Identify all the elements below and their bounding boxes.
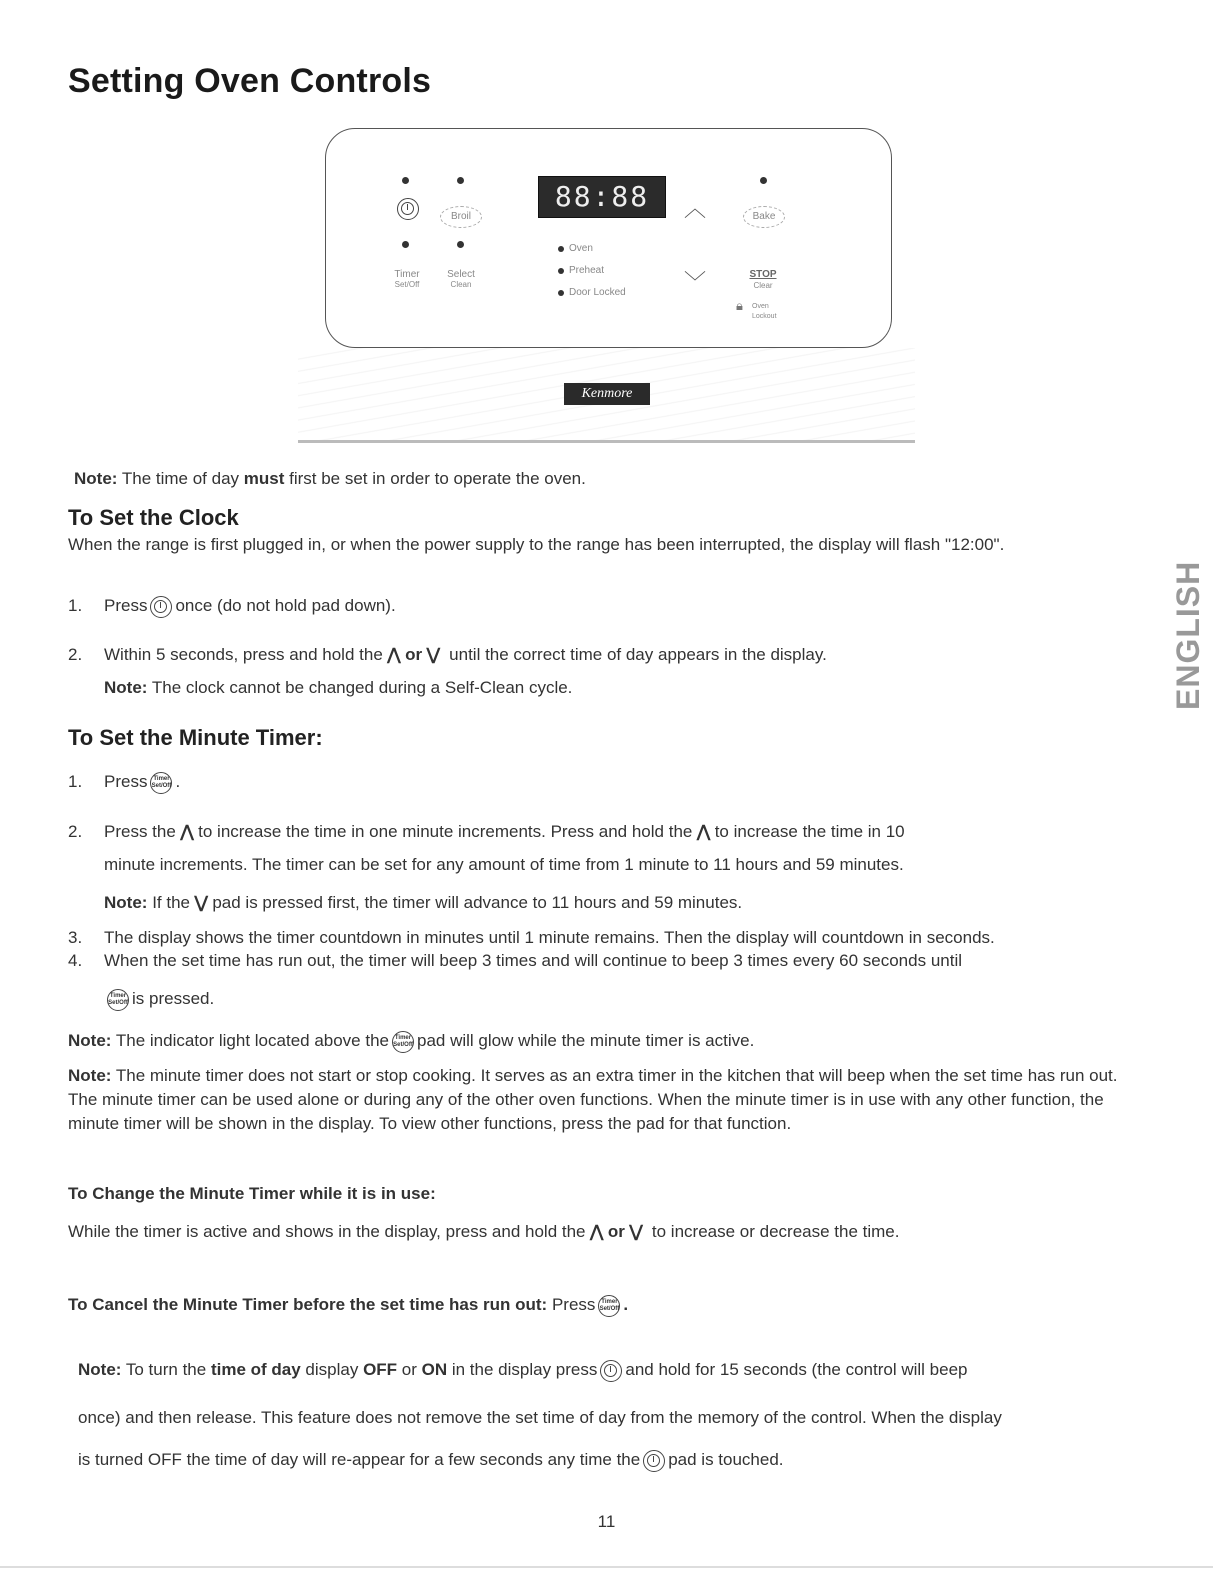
page-title: Setting Oven Controls xyxy=(68,62,432,100)
language-side-tab: ENGLISH xyxy=(1170,560,1206,710)
clock-pad-icon xyxy=(643,1450,665,1472)
oven-lockout-label: Oven Lockout xyxy=(752,303,777,320)
clock-pad-icon xyxy=(150,596,172,618)
status-dot xyxy=(558,246,564,252)
timer-pad-icon: Timer Set/Off xyxy=(150,772,172,794)
down-arrow-icon: ⋁ xyxy=(628,1222,644,1241)
status-dot xyxy=(558,290,564,296)
timer-pad-label: Timer xyxy=(394,269,420,280)
down-arrow-icon: ⋁ xyxy=(194,893,209,912)
clock-step-2: Within 5 seconds, press and hold the ⋀ or ⋁ until the correct time of day appears in the display. xyxy=(104,643,827,667)
brand-logo: Kenmore xyxy=(564,383,650,405)
final-note-line-1: Note: To turn the time of day display OFF or ON in the display press and hold for 15 seconds (the control will beep xyxy=(78,1358,967,1382)
minute-timer-heading: To Set the Minute Timer: xyxy=(68,725,323,750)
door-locked-status-label: Door Locked xyxy=(569,287,626,298)
timer-pad-icon: Timer Set/Off xyxy=(392,1031,414,1053)
oven-status-label: Oven xyxy=(569,243,593,254)
clock-pad-icon xyxy=(397,198,419,220)
up-arrow-icon: ⋀ xyxy=(589,1222,604,1241)
down-arrow-icon: ﹀ xyxy=(684,270,707,295)
clear-pad-sublabel: Clear xyxy=(753,281,773,290)
indicator-dot xyxy=(457,241,464,248)
minute-step-2-cont: minute increments. The timer can be set for any amount of time from 1 minute to 11 hours and 59 minutes. xyxy=(104,855,904,874)
note-time-of-day: Note: The time of day must first be set in order to operate the oven. xyxy=(74,469,586,488)
cancel-timer-line: To Cancel the Minute Timer before the set time has run out: Press Timer Set/Off . xyxy=(68,1293,628,1317)
minute-step-4: When the set time has run out, the timer will beep 3 times and will continue to beep 3 times every 60 seconds until xyxy=(104,951,963,970)
bake-pad: Bake xyxy=(743,206,785,228)
indicator-dot xyxy=(760,177,767,184)
step-number: 2. xyxy=(68,645,83,664)
change-timer-heading: To Change the Minute Timer while it is in use: xyxy=(68,1184,436,1203)
page-number: 11 xyxy=(597,1512,616,1531)
change-timer-text: While the timer is active and shows in the display, press and hold the ⋀ or ⋁ to increase or decrease the time. xyxy=(68,1220,899,1244)
down-arrow-icon: ⋁ xyxy=(426,645,441,664)
minute-step-3: The display shows the timer countdown in minutes until 1 minute remains. Then the display will countdown in seconds. xyxy=(104,928,995,947)
lock-icon: 🔒︎ xyxy=(736,298,743,313)
clock-intro: When the range is first plugged in, or when the power supply to the range has been interrupted, the display will flash "12:00". xyxy=(68,535,1005,554)
minute-note-indicator: Note: The indicator light located above the Timer Set/Off pad will glow while the minute timer is active. xyxy=(68,1029,754,1053)
step-number: 1. xyxy=(68,772,83,791)
minute-step-1: Press Timer Set/Off . xyxy=(104,770,180,794)
step-number: 1. xyxy=(68,596,83,615)
display-readout: 88:88 xyxy=(538,176,666,218)
up-arrow-icon: ︿ xyxy=(684,196,707,221)
step-number: 3. xyxy=(68,928,83,947)
step-number: 2. xyxy=(68,822,83,841)
final-note-line-3: is turned OFF the time of day will re-appear for a few seconds any time the pad is touched. xyxy=(78,1448,784,1472)
up-arrow-icon: ⋀ xyxy=(386,645,402,664)
stop-pad-label: STOP xyxy=(749,269,777,280)
clock-heading: To Set the Clock xyxy=(68,505,239,530)
up-arrow-icon: ⋀ xyxy=(696,822,711,841)
indicator-dot xyxy=(402,241,409,248)
up-arrow-icon: ⋀ xyxy=(179,822,195,841)
select-pad-label: Select xyxy=(447,269,475,280)
status-dot xyxy=(558,268,564,274)
timer-pad-icon: Timer Set/Off xyxy=(107,989,129,1011)
clean-pad-sublabel: Clean xyxy=(450,280,472,289)
minute-step-4-cont: Timer Set/Off is pressed. xyxy=(104,987,214,1011)
preheat-status-label: Preheat xyxy=(569,265,605,276)
broil-pad: Broil xyxy=(440,206,482,228)
indicator-dot xyxy=(402,177,409,184)
timer-pad-sublabel: Set/Off xyxy=(394,280,420,289)
clock-note: Note: The clock cannot be changed during a Self-Clean cycle. xyxy=(104,678,573,697)
control-panel-illustration xyxy=(325,128,892,348)
clock-step-1: Press once (do not hold pad down). xyxy=(104,594,396,618)
minute-step-2-note: Note: If the ⋁ pad is pressed first, the timer will advance to 11 hours and 59 minutes. xyxy=(104,891,742,915)
timer-pad-icon: Timer Set/Off xyxy=(598,1295,620,1317)
minute-note-extra-timer: Note: The minute timer does not start or stop cooking. It serves as an extra timer in the kitchen that will beep when the set time has run out. The minute timer can be used alone or during any of the other oven functions. When the minute timer is in use with any other function, the minute timer will be shown in the display. To view other functions, press the pad for that function. xyxy=(68,1066,1118,1133)
page-bottom-rule xyxy=(0,1566,1213,1568)
clock-pad-icon xyxy=(600,1360,622,1382)
minute-step-2: Press the ⋀ to increase the time in one minute increments. Press and hold the ⋀ to increase the time in 10 xyxy=(104,820,905,844)
indicator-dot xyxy=(457,177,464,184)
final-note-line-2: once) and then release. This feature does not remove the set time of day from the memory of the control. When the display xyxy=(78,1408,1002,1427)
step-number: 4. xyxy=(68,951,83,970)
